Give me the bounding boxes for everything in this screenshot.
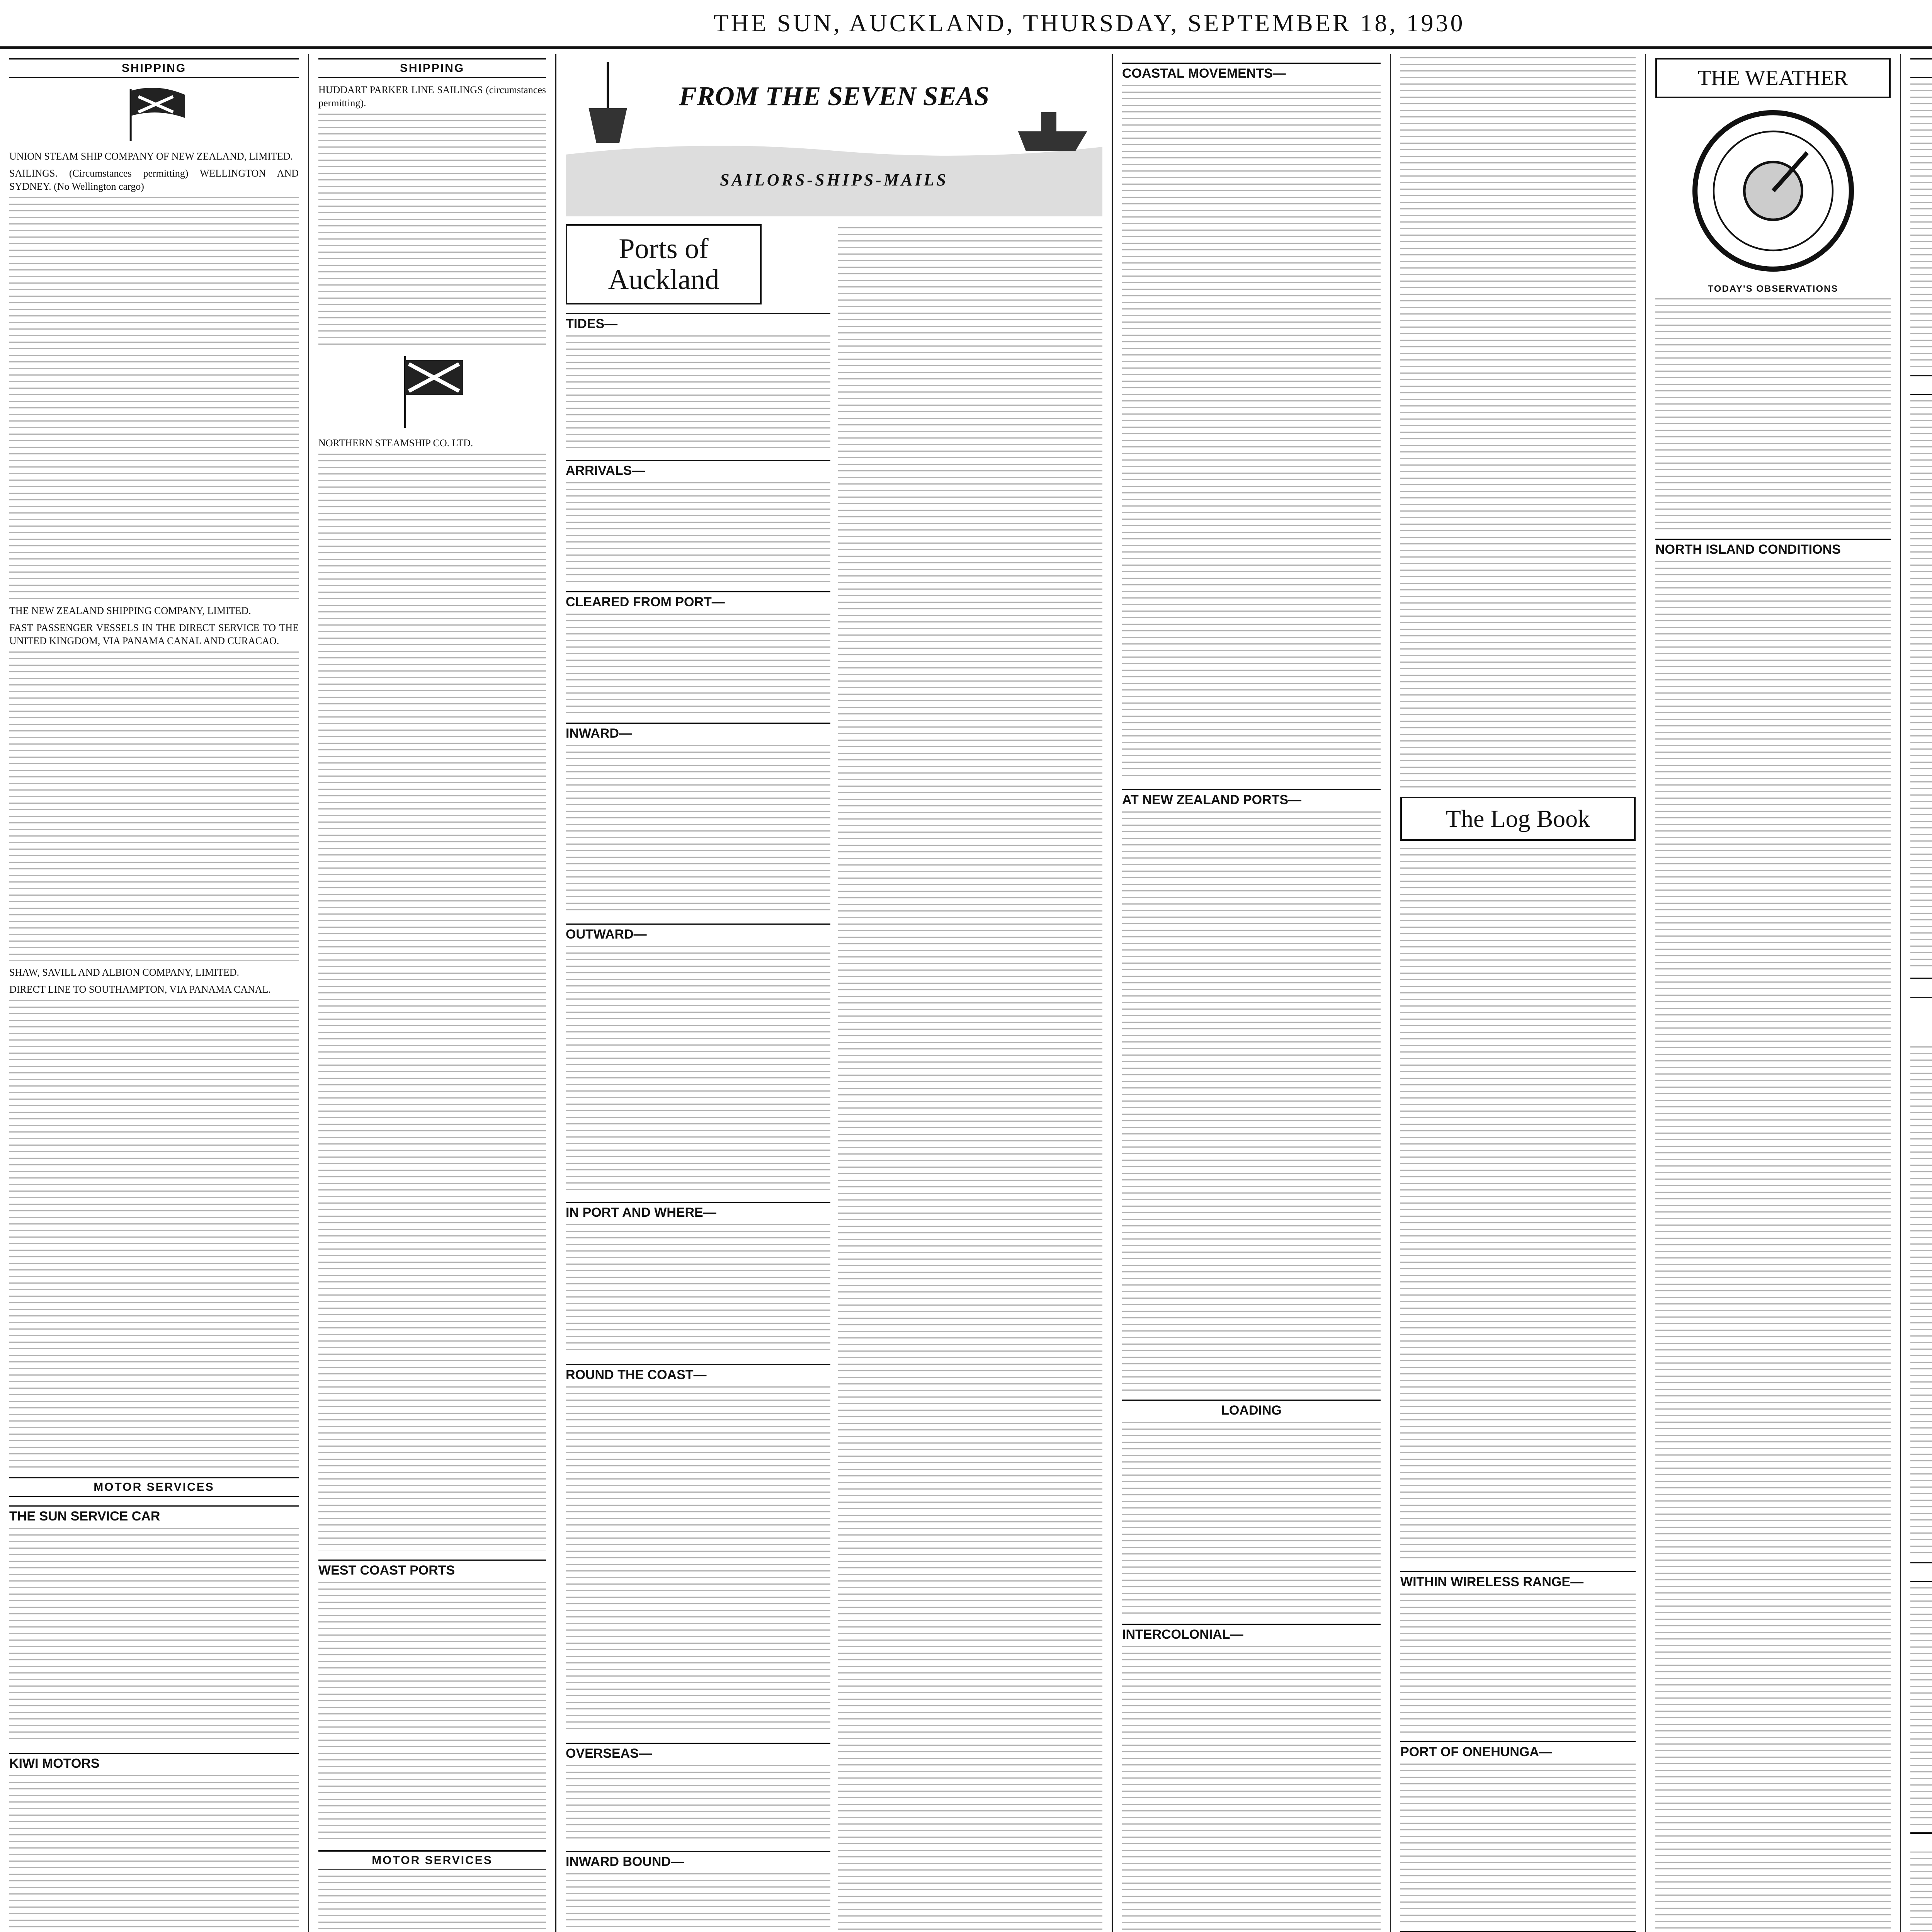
arrivals-heading: ARRIVALS—	[566, 460, 830, 478]
column-1	[0, 54, 309, 1932]
text-block	[1400, 848, 1636, 1563]
text-block	[1910, 1046, 1932, 1556]
text-block	[9, 1528, 299, 1744]
overseas-heading: OVERSEAS—	[566, 1743, 830, 1761]
text-block	[9, 651, 299, 961]
banner-title: FROM THE SEVEN SEAS	[679, 82, 990, 111]
seven-seas-banner	[566, 54, 1102, 216]
wireless-heading: WITHIN WIRELESS RANGE—	[1400, 1571, 1636, 1590]
text-block	[566, 482, 830, 583]
text-block	[566, 1386, 830, 1734]
text-block	[566, 745, 830, 915]
text-block	[1122, 85, 1381, 781]
north-island-heading: NORTH ISLAND CONDITIONS	[1655, 539, 1891, 557]
text-block	[318, 1582, 546, 1845]
text-block	[318, 1876, 546, 1932]
tenders-heading	[1910, 58, 1932, 78]
barometer-icon	[1688, 106, 1858, 276]
column-7	[1901, 54, 1932, 1932]
column-3	[556, 54, 1113, 1932]
service-car-heading: THE SUN SERVICE CAR	[9, 1505, 299, 1524]
sailings-text: SAILINGS. (Circumstances permitting) WELLINGTON AND SYDNEY. (No Wellington cargo)	[9, 168, 299, 192]
text-block	[566, 1224, 830, 1355]
masthead-title: THE SUN, AUCKLAND, THURSDAY, SEPTEMBER 18, 1930	[713, 9, 1465, 37]
text-block	[318, 114, 546, 345]
text-block	[566, 946, 830, 1193]
text-block	[1910, 400, 1932, 972]
coastal-movements-heading: COASTAL MOVEMENTS—	[1122, 63, 1381, 81]
in-port-heading: IN PORT AND WHERE—	[566, 1202, 830, 1220]
column-2	[309, 54, 556, 1932]
observations-caption: TODAY'S OBSERVATIONS	[1708, 284, 1838, 294]
cleared-heading: CLEARED FROM PORT—	[566, 591, 830, 610]
section-heading: SHIPPING	[9, 58, 299, 78]
text-block	[9, 1775, 299, 1932]
banner-subtitle: SAILORS-SHIPS-MAILS	[720, 170, 948, 189]
text-block	[1400, 1594, 1636, 1733]
dentistry-heading	[1910, 1832, 1932, 1852]
column-5	[1391, 54, 1646, 1932]
shaw-savill-text: DIRECT LINE TO SOUTHAMPTON, VIA PANAMA CANAL.	[9, 984, 271, 995]
inward-bound-heading: INWARD BOUND—	[566, 1851, 830, 1869]
section-heading: SHIPPING	[318, 58, 546, 78]
text-block	[1910, 1858, 1932, 1932]
text-block	[1910, 1587, 1932, 1827]
nz-shipping-heading: THE NEW ZEALAND SHIPPING COMPANY, LIMITED.	[9, 605, 251, 616]
loading-heading: LOADING	[1122, 1400, 1381, 1418]
text-block	[1655, 561, 1891, 1932]
tides-heading: TIDES—	[566, 313, 830, 332]
log-book-heading: The Log Book	[1400, 797, 1636, 841]
column-6	[1646, 54, 1901, 1932]
text-block	[1400, 1764, 1636, 1926]
inward-heading: INWARD—	[566, 723, 830, 741]
round-coast-heading: ROUND THE COAST—	[566, 1364, 830, 1383]
text-block	[566, 614, 830, 714]
text-block	[9, 197, 299, 599]
text-block	[318, 454, 546, 1551]
west-coast-heading: WEST COAST PORTS	[318, 1560, 546, 1578]
masthead	[0, 0, 1932, 49]
text-block	[1400, 57, 1636, 791]
text-block	[1122, 811, 1381, 1391]
text-block	[566, 1873, 830, 1932]
column-4	[1113, 54, 1391, 1932]
text-block	[1122, 1646, 1381, 1932]
section-heading: MOTOR SERVICES	[318, 1850, 546, 1870]
educational-heading	[1910, 1562, 1932, 1582]
intercolonial-heading: INTERCOLONIAL—	[1122, 1624, 1381, 1642]
section-heading: MOTOR SERVICES	[9, 1477, 299, 1497]
for-sale-heading	[1910, 375, 1932, 395]
text-block	[566, 335, 830, 451]
onehunga-heading: PORT OF ONEHUNGA—	[1400, 1741, 1636, 1760]
text-block	[1122, 1422, 1381, 1615]
kiwi-motors-heading: KIWI MOTORS	[9, 1753, 299, 1771]
text-block	[9, 1000, 299, 1471]
text-block	[1655, 298, 1891, 530]
nz-shipping-text: FAST PASSENGER VESSELS IN THE DIRECT SERVICE TO THE UNITED KINGDOM, VIA PANAMA CANAL AND CURACAO.	[9, 622, 299, 646]
northern-steamship-heading: NORTHERN STEAMSHIP CO. LTD.	[318, 437, 473, 449]
nz-ports-heading: AT NEW ZEALAND PORTS—	[1122, 789, 1381, 808]
railway-heading	[1910, 978, 1932, 998]
outward-heading: OUTWARD—	[566, 923, 830, 942]
ports-of-auckland-heading: Ports of Auckland	[566, 224, 762, 304]
text-block	[1910, 83, 1932, 369]
text-block	[566, 1765, 830, 1842]
text-block	[838, 227, 1103, 1932]
flag-icon	[53, 85, 255, 143]
union-company-heading: UNION STEAM SHIP COMPANY OF NEW ZEALAND, LIMITED.	[9, 151, 293, 162]
flag-icon	[352, 352, 512, 430]
shaw-savill-heading: SHAW, SAVILL AND ALBION COMPANY, LIMITED.	[9, 967, 240, 978]
weather-heading: THE WEATHER	[1655, 58, 1891, 98]
huddart-parker-heading: HUDDART PARKER LINE SAILINGS (circumstances permitting).	[318, 84, 546, 109]
